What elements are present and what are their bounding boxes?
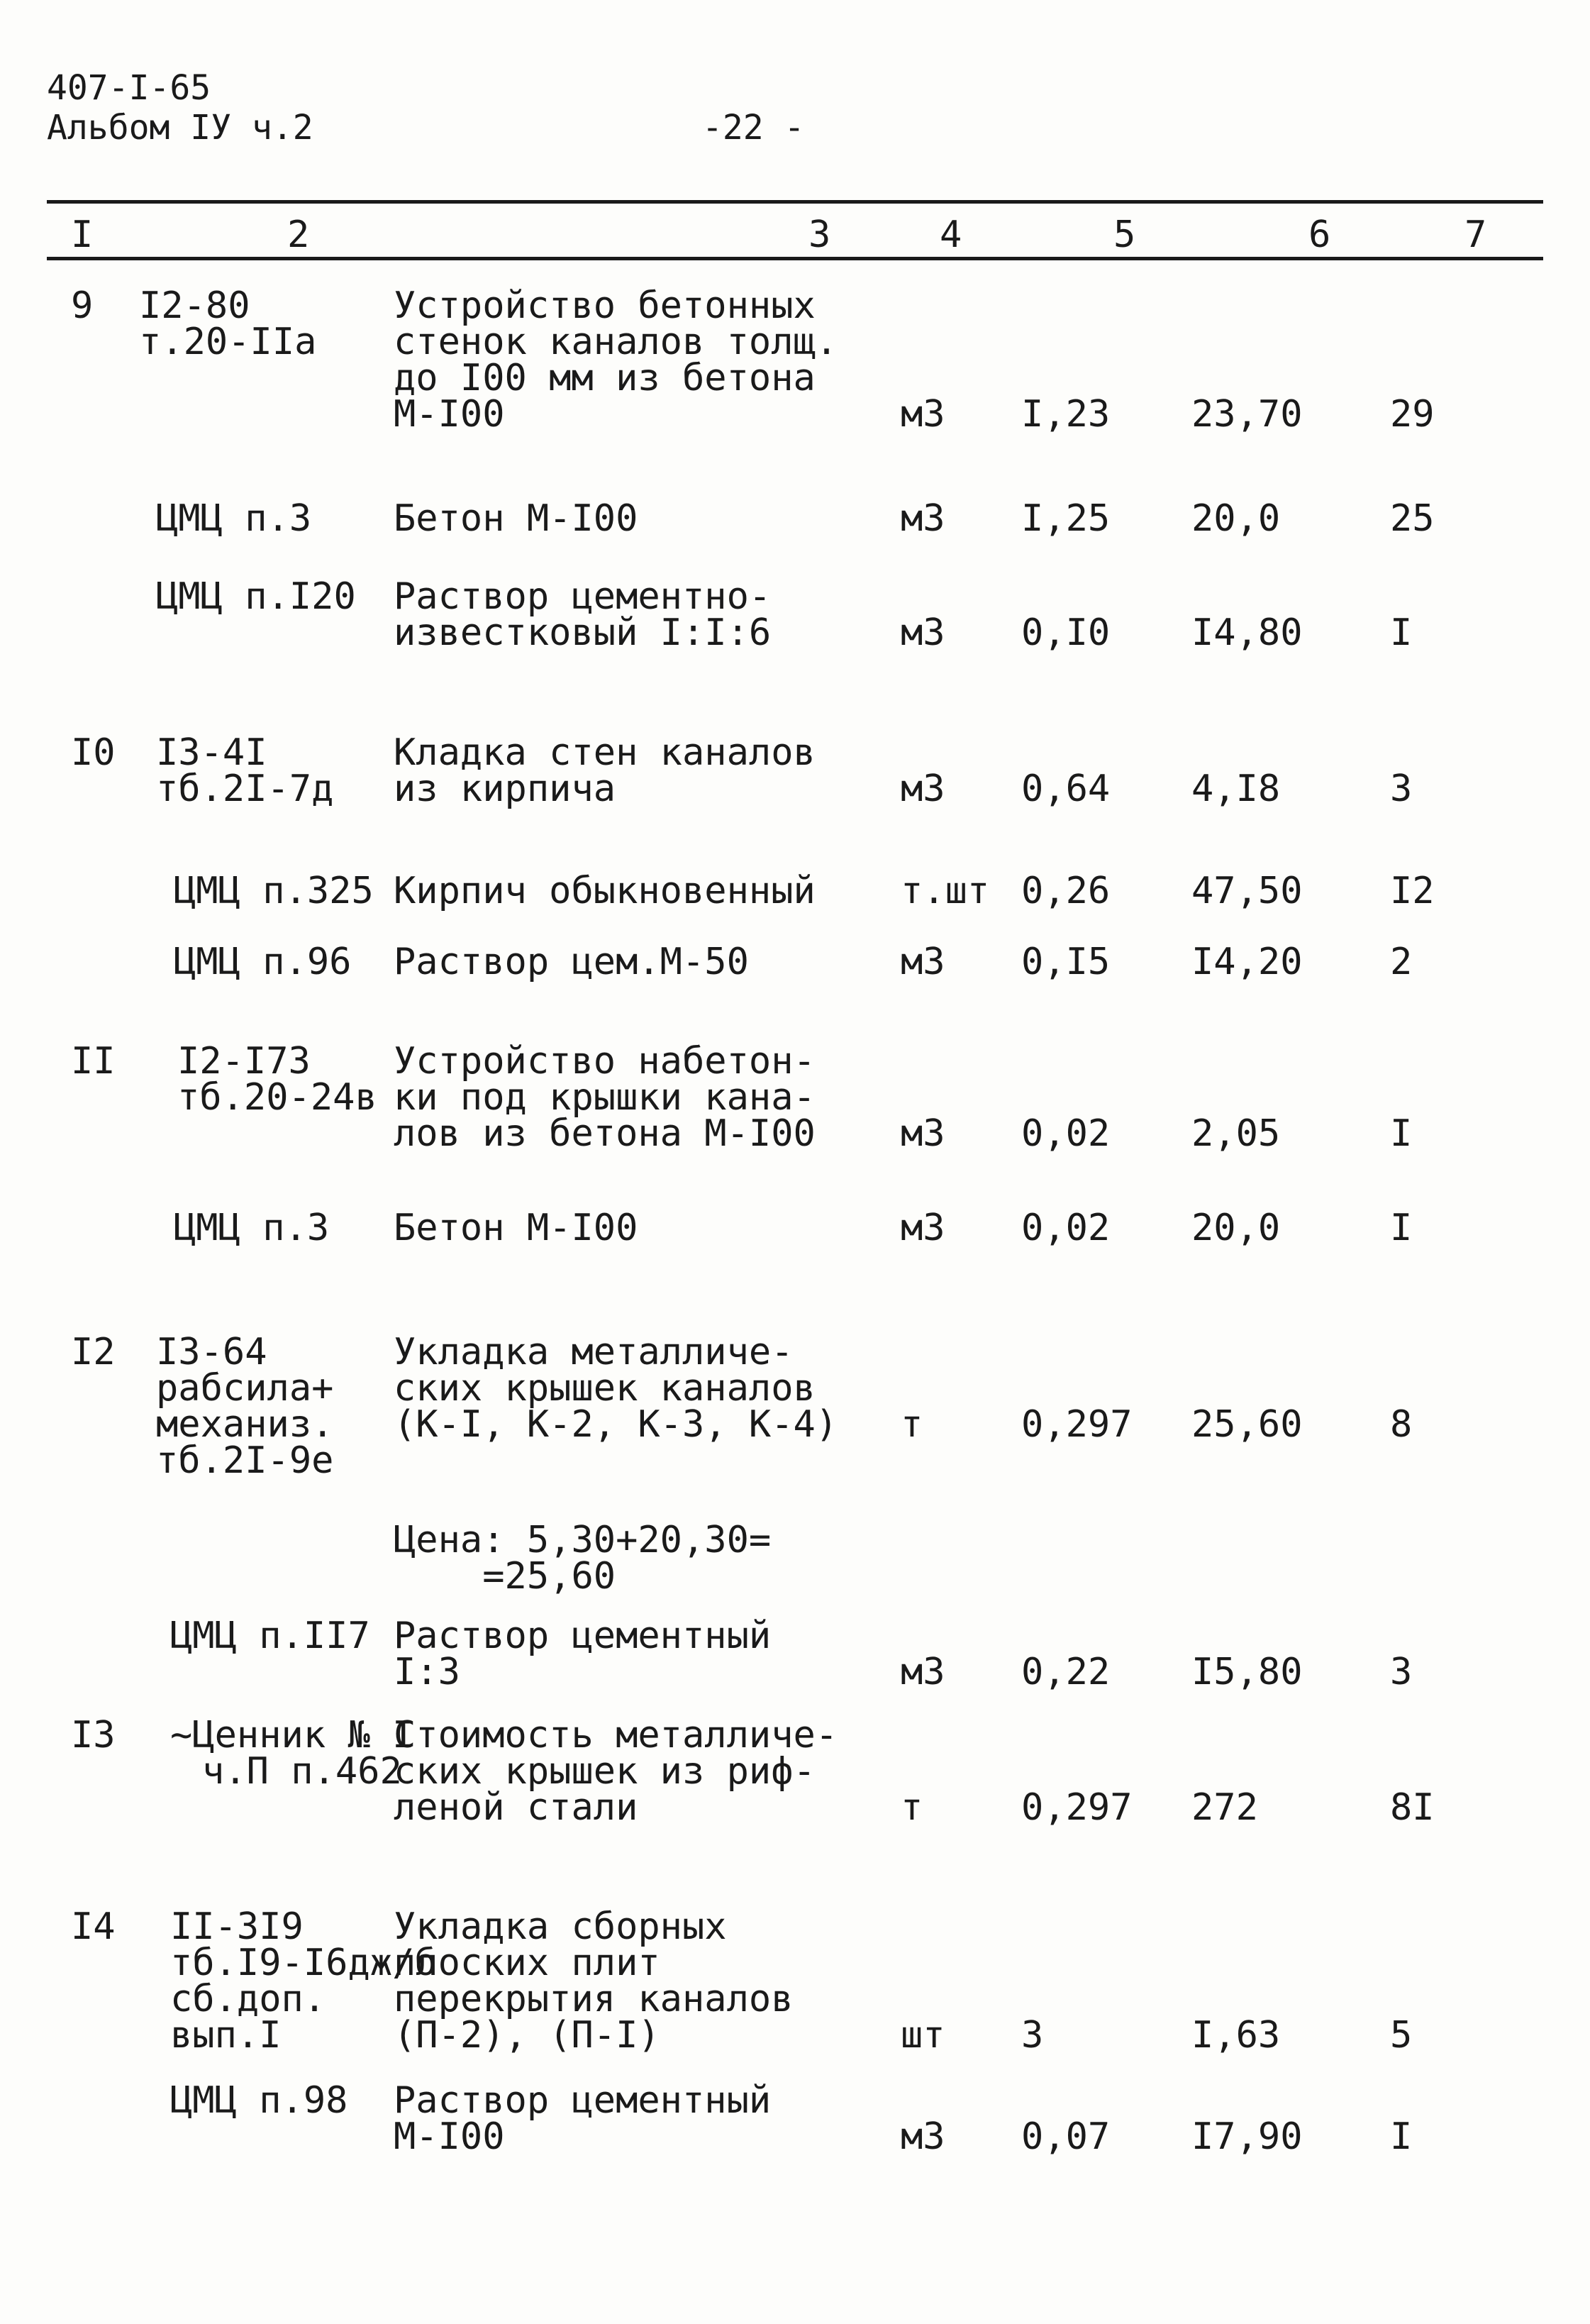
unit-cell: м3 <box>901 1207 945 1249</box>
norm-code-line: тб.20-24в <box>177 1076 377 1119</box>
price-cell: 2,05 <box>1191 1112 1281 1155</box>
description-line: до I00 мм из бетона <box>394 357 816 399</box>
norm-code-line: рабсила+ <box>156 1367 334 1410</box>
description-line: Раствор цементный <box>394 2079 772 2122</box>
cost-cell: 2 <box>1390 941 1413 983</box>
description-line: Укладка сборных <box>394 1905 727 1948</box>
unit-cell: м3 <box>901 1651 945 1693</box>
row-number: II <box>71 1040 116 1083</box>
norm-code-line: II-3I9 <box>170 1905 304 1948</box>
description-line: леной стали <box>394 1786 638 1829</box>
quantity-cell: 0,26 <box>1021 870 1111 912</box>
album-label: Альбом IУ ч.2 <box>47 108 313 148</box>
description-line: ских крышек из риф- <box>394 1750 816 1793</box>
cost-cell: 8 <box>1390 1403 1413 1446</box>
quantity-cell: 0,64 <box>1021 768 1111 810</box>
unit-cell: м3 <box>901 612 945 654</box>
norm-code-line: тб.I9-I6дж/б <box>170 1942 437 1984</box>
row-number: I0 <box>71 731 116 774</box>
quantity-cell: 0,297 <box>1021 1403 1133 1446</box>
description-line: Стоимость металличе- <box>394 1714 838 1756</box>
price-cell: 272 <box>1191 1786 1258 1829</box>
unit-cell: шт <box>901 2014 945 2057</box>
cost-cell: I <box>1390 1112 1413 1155</box>
price-cell: I4,20 <box>1191 941 1303 983</box>
unit-cell: м3 <box>901 2115 945 2158</box>
col-header-2: 2 <box>287 214 310 256</box>
description-line: лов из бетона М-I00 <box>394 1112 816 1155</box>
description-line: Раствор цементно- <box>394 575 772 618</box>
price-cell: 23,70 <box>1191 393 1303 436</box>
quantity-cell: 0,07 <box>1021 2115 1111 2158</box>
unit-cell: м3 <box>901 768 945 810</box>
quantity-cell: 0,I5 <box>1021 941 1111 983</box>
norm-code-line: ЦМЦ п.98 <box>170 2079 348 2122</box>
unit-cell: т <box>901 1403 923 1446</box>
description-line: Раствор цем.М-50 <box>394 941 749 983</box>
description-line: I:3 <box>394 1651 460 1693</box>
price-cell: I7,90 <box>1191 2115 1303 2158</box>
quantity-cell: 3 <box>1021 2014 1044 2057</box>
description-line: =25,60 <box>394 1555 616 1598</box>
description-line: (П-2), (П-I) <box>394 2014 660 2057</box>
row-number: I4 <box>71 1905 116 1948</box>
cost-cell: 3 <box>1390 768 1413 810</box>
unit-cell: м3 <box>901 1112 945 1155</box>
description-line: перекрытия каналов <box>394 1978 794 2020</box>
row-number: I2 <box>71 1331 116 1373</box>
description-line: стенок каналов толщ. <box>394 321 838 363</box>
description-line: Устройство бетонных <box>394 284 816 327</box>
norm-code-line: ЦМЦ п.96 <box>174 941 352 983</box>
norm-code-line: ЦМЦ п.I20 <box>156 575 356 618</box>
row-number: 9 <box>71 284 94 327</box>
norm-code-line: механиз. <box>156 1403 334 1446</box>
cost-cell: 8I <box>1390 1786 1435 1829</box>
norm-code-line: ЦМЦ п.II7 <box>170 1615 370 1657</box>
quantity-cell: 0,02 <box>1021 1112 1111 1155</box>
row-number: I3 <box>71 1714 116 1756</box>
norm-code-line: I3-4I <box>156 731 267 774</box>
price-cell: I4,80 <box>1191 612 1303 654</box>
description-line: плоских плит <box>394 1942 660 1984</box>
col-header-6: 6 <box>1308 214 1331 256</box>
cost-cell: 3 <box>1390 1651 1413 1693</box>
price-cell: 4,I8 <box>1191 768 1281 810</box>
description-line: М-I00 <box>394 393 505 436</box>
quantity-cell: 0,297 <box>1021 1786 1133 1829</box>
description-line: (К-I, К-2, К-3, К-4) <box>394 1403 838 1446</box>
description-line: известковый I:I:6 <box>394 612 772 654</box>
price-cell: 20,0 <box>1191 1207 1281 1249</box>
col-header-5: 5 <box>1113 214 1136 256</box>
description-line: Бетон М-I00 <box>394 497 638 540</box>
price-cell: 47,50 <box>1191 870 1303 912</box>
norm-code-line: I3-64 <box>156 1331 267 1373</box>
quantity-cell: I,25 <box>1021 497 1111 540</box>
description-line: Устройство набетон- <box>394 1040 816 1083</box>
norm-code-line: ЦМЦ п.325 <box>174 870 374 912</box>
quantity-cell: 0,I0 <box>1021 612 1111 654</box>
description-line: ских крышек каналов <box>394 1367 816 1410</box>
price-cell: 20,0 <box>1191 497 1281 540</box>
cost-cell: 29 <box>1390 393 1435 436</box>
cost-cell: 25 <box>1390 497 1435 540</box>
description-line: Кирпич обыкновенный <box>394 870 816 912</box>
description-line: ки под крышки кана- <box>394 1076 816 1119</box>
price-cell: I5,80 <box>1191 1651 1303 1693</box>
description-line: Раствор цементный <box>394 1615 772 1657</box>
norm-code-line: тб.2I-9е <box>156 1439 334 1482</box>
norm-code-line: вып.I <box>170 2014 282 2057</box>
unit-cell: т <box>901 1786 923 1829</box>
cost-cell: I <box>1390 1207 1413 1249</box>
page-number: -22 - <box>702 108 805 148</box>
cost-cell: I <box>1390 2115 1413 2158</box>
norm-code-line: I2-80 <box>139 284 250 327</box>
cost-cell: I2 <box>1390 870 1435 912</box>
unit-cell: м3 <box>901 497 945 540</box>
norm-code-line: ~Ценник № I <box>170 1714 415 1756</box>
col-header-4: 4 <box>940 214 962 256</box>
col-header-7: 7 <box>1464 214 1487 256</box>
table-top-rule <box>47 200 1543 204</box>
norm-code-line: I2-I73 <box>177 1040 311 1083</box>
norm-code-line: тб.2I-7д <box>156 768 334 810</box>
norm-code-line: т.20-IIa <box>139 321 317 363</box>
cost-cell: 5 <box>1390 2014 1413 2057</box>
unit-cell: м3 <box>901 941 945 983</box>
norm-code-line: ЦМЦ п.3 <box>174 1207 330 1249</box>
norm-code-line: ЦМЦ п.3 <box>156 497 312 540</box>
unit-cell: т.шт <box>901 870 990 912</box>
norm-code-line: ч.П п.462 <box>202 1750 402 1793</box>
unit-cell: м3 <box>901 393 945 436</box>
price-cell: 25,60 <box>1191 1403 1303 1446</box>
description-line: из кирпича <box>394 768 616 810</box>
quantity-cell: 0,22 <box>1021 1651 1111 1693</box>
quantity-cell: 0,02 <box>1021 1207 1111 1249</box>
col-header-1: I <box>71 214 94 256</box>
price-cell: I,63 <box>1191 2014 1281 2057</box>
col-header-3: 3 <box>808 214 831 256</box>
description-line: Укладка металличе- <box>394 1331 794 1373</box>
description-line: Кладка стен каналов <box>394 731 816 774</box>
table-header-rule <box>47 257 1543 260</box>
norm-code-line: сб.доп. <box>170 1978 326 2020</box>
doc-code: 407-I-65 <box>47 68 211 108</box>
description-line: Бетон М-I00 <box>394 1207 638 1249</box>
description-line: Цена: 5,30+20,30= <box>394 1519 772 1561</box>
description-line: М-I00 <box>394 2115 505 2158</box>
quantity-cell: I,23 <box>1021 393 1111 436</box>
cost-cell: I <box>1390 612 1413 654</box>
